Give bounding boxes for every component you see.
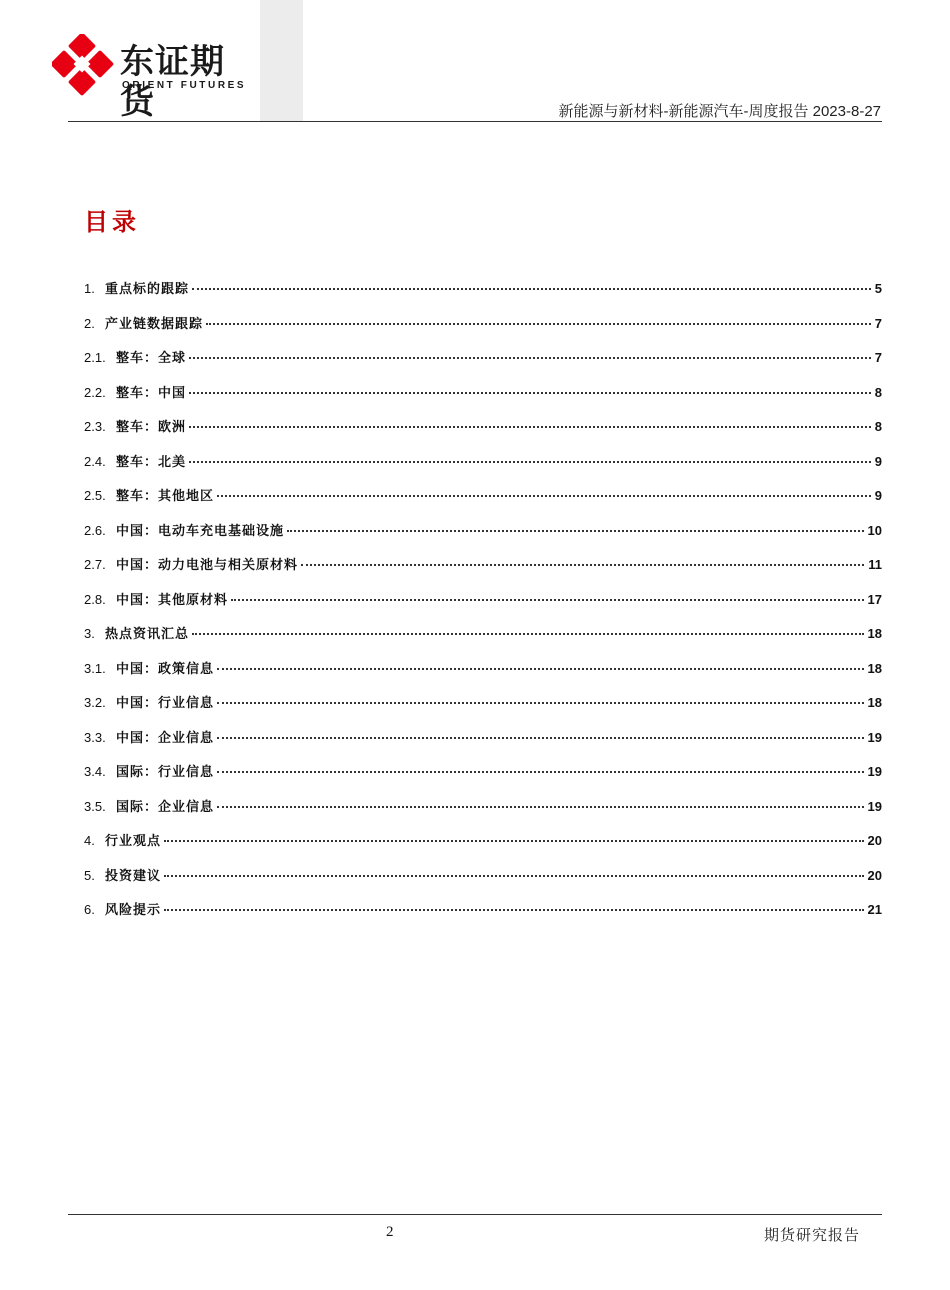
- toc-entry-page: 19: [867, 764, 882, 779]
- toc-entry-label: 国际：企业信息: [116, 799, 215, 815]
- toc-dot-leader: [189, 426, 871, 428]
- toc-dot-leader: [192, 633, 864, 635]
- toc-entry-page: 18: [867, 626, 882, 641]
- toc-entry-number: 2.1.: [84, 350, 106, 365]
- toc-entry[interactable]: [84, 485, 882, 520]
- toc-entry-page: 7: [874, 350, 882, 365]
- header-divider: [68, 121, 882, 122]
- toc-entry-page: 18: [867, 660, 882, 676]
- toc-entry[interactable]: [84, 347, 882, 382]
- toc-entry[interactable]: [84, 623, 882, 658]
- toc-entry-number: 2.8.: [84, 591, 106, 607]
- toc-entry[interactable]: [84, 589, 882, 624]
- toc-entry-label: 中国：行业信息: [116, 696, 215, 711]
- toc-entry[interactable]: [84, 658, 882, 693]
- toc-dot-leader: [189, 392, 871, 394]
- page-number: 2: [386, 1224, 394, 1240]
- toc-entry-page: 21: [867, 902, 882, 917]
- toc-entry[interactable]: [84, 865, 882, 900]
- toc-dot-leader: [217, 495, 871, 497]
- toc-entry[interactable]: [84, 692, 882, 727]
- toc-entry-number: 3.5.: [84, 798, 106, 814]
- toc-dot-leader: [164, 875, 864, 877]
- toc-entry-page: 19: [867, 729, 882, 745]
- toc-entry-number: 3.2.: [84, 695, 106, 710]
- toc-dot-leader: [206, 323, 871, 325]
- toc-entry-label: 风险提示: [105, 903, 162, 918]
- toc-entry-page: 17: [867, 591, 882, 607]
- toc-entry-label: 重点标的跟踪: [105, 282, 190, 297]
- toc-dot-leader: [301, 564, 864, 566]
- footer-label: 期货研究报告: [763, 1226, 860, 1244]
- toc-entry-label: 热点资讯汇总: [105, 627, 190, 642]
- toc-entry-page: 20: [867, 833, 882, 848]
- toc-entry-page: 8: [874, 384, 882, 400]
- toc-entry-label: 整车：其他地区: [116, 489, 215, 504]
- toc-entry-label: 整车：欧洲: [116, 420, 187, 435]
- toc-entry-number: 4.: [84, 833, 95, 848]
- toc-entry[interactable]: [84, 796, 882, 831]
- toc-entry-label: 行业观点: [105, 834, 162, 849]
- header-gray-band: [260, 0, 303, 122]
- toc-entry-page: 11: [868, 557, 882, 572]
- toc-entry-page: 5: [874, 281, 882, 296]
- toc-entry-page: 7: [874, 315, 882, 331]
- table-of-contents: [84, 278, 882, 934]
- toc-entry-page: 10: [867, 522, 882, 538]
- company-logo: [52, 34, 252, 122]
- toc-entry-number: 2.4.: [84, 453, 106, 469]
- logo-mark-icon: [52, 34, 114, 96]
- toc-entry-number: 2.6.: [84, 522, 106, 538]
- toc-entry-label: 中国：企业信息: [116, 730, 215, 746]
- toc-entry-page: 8: [874, 419, 882, 434]
- toc-dot-leader: [231, 599, 864, 601]
- toc-entry-label: 中国：政策信息: [116, 661, 215, 677]
- toc-heading: 目录: [84, 208, 140, 236]
- toc-entry[interactable]: [84, 313, 882, 348]
- toc-entry-label: 整车：中国: [116, 385, 187, 401]
- toc-entry-label: 整车：全球: [116, 351, 187, 366]
- toc-entry-number: 2.7.: [84, 557, 106, 572]
- toc-entry-number: 2.: [84, 315, 95, 331]
- toc-entry-number: 2.3.: [84, 419, 106, 434]
- toc-entry-number: 1.: [84, 281, 95, 296]
- toc-entry[interactable]: [84, 451, 882, 486]
- toc-entry-label: 中国：其他原材料: [116, 592, 229, 608]
- toc-entry-label: 产业链数据跟踪: [105, 316, 204, 332]
- toc-dot-leader: [189, 357, 871, 359]
- toc-entry-label: 整车：北美: [116, 454, 187, 470]
- toc-entry[interactable]: [84, 520, 882, 555]
- report-header-title: 新能源与新材料-新能源汽车-周度报告 2023-8-27: [558, 103, 881, 120]
- toc-entry-number: 6.: [84, 902, 95, 917]
- toc-entry[interactable]: [84, 727, 882, 762]
- toc-dot-leader: [217, 702, 864, 704]
- toc-entry-label: 投资建议: [105, 868, 162, 884]
- toc-entry-number: 2.2.: [84, 384, 106, 400]
- toc-entry-label: 中国：动力电池与相关原材料: [116, 558, 299, 573]
- footer-divider: [68, 1214, 882, 1215]
- toc-dot-leader: [287, 530, 864, 532]
- toc-entry-label: 国际：行业信息: [116, 765, 215, 780]
- toc-entry-number: 3.3.: [84, 729, 106, 745]
- toc-entry-number: 2.5.: [84, 488, 106, 503]
- toc-dot-leader: [164, 909, 864, 911]
- logo-english-name: ORIENT FUTURES: [122, 80, 247, 91]
- toc-dot-leader: [189, 461, 871, 463]
- toc-entry[interactable]: [84, 899, 882, 934]
- toc-dot-leader: [192, 288, 871, 290]
- toc-entry[interactable]: [84, 761, 882, 796]
- toc-dot-leader: [217, 806, 864, 808]
- toc-entry-label: 中国：电动车充电基础设施: [116, 523, 285, 539]
- toc-entry-page: 19: [867, 798, 882, 814]
- toc-entry[interactable]: [84, 416, 882, 451]
- toc-entry[interactable]: [84, 830, 882, 865]
- toc-entry-page: 20: [867, 867, 882, 883]
- toc-dot-leader: [217, 737, 864, 739]
- toc-entry-page: 18: [867, 695, 882, 710]
- toc-entry-number: 3.1.: [84, 660, 106, 676]
- toc-entry-number: 3.: [84, 626, 95, 641]
- toc-entry[interactable]: [84, 382, 882, 417]
- toc-entry-number: 3.4.: [84, 764, 106, 779]
- toc-dot-leader: [217, 668, 864, 670]
- toc-entry-number: 5.: [84, 867, 95, 883]
- toc-entry[interactable]: [84, 554, 882, 589]
- toc-dot-leader: [164, 840, 864, 842]
- toc-entry[interactable]: [84, 278, 882, 313]
- toc-entry-page: 9: [874, 488, 882, 503]
- toc-entry-page: 9: [874, 453, 882, 469]
- logo-chinese-name: 东证期货: [120, 42, 225, 122]
- toc-dot-leader: [217, 771, 864, 773]
